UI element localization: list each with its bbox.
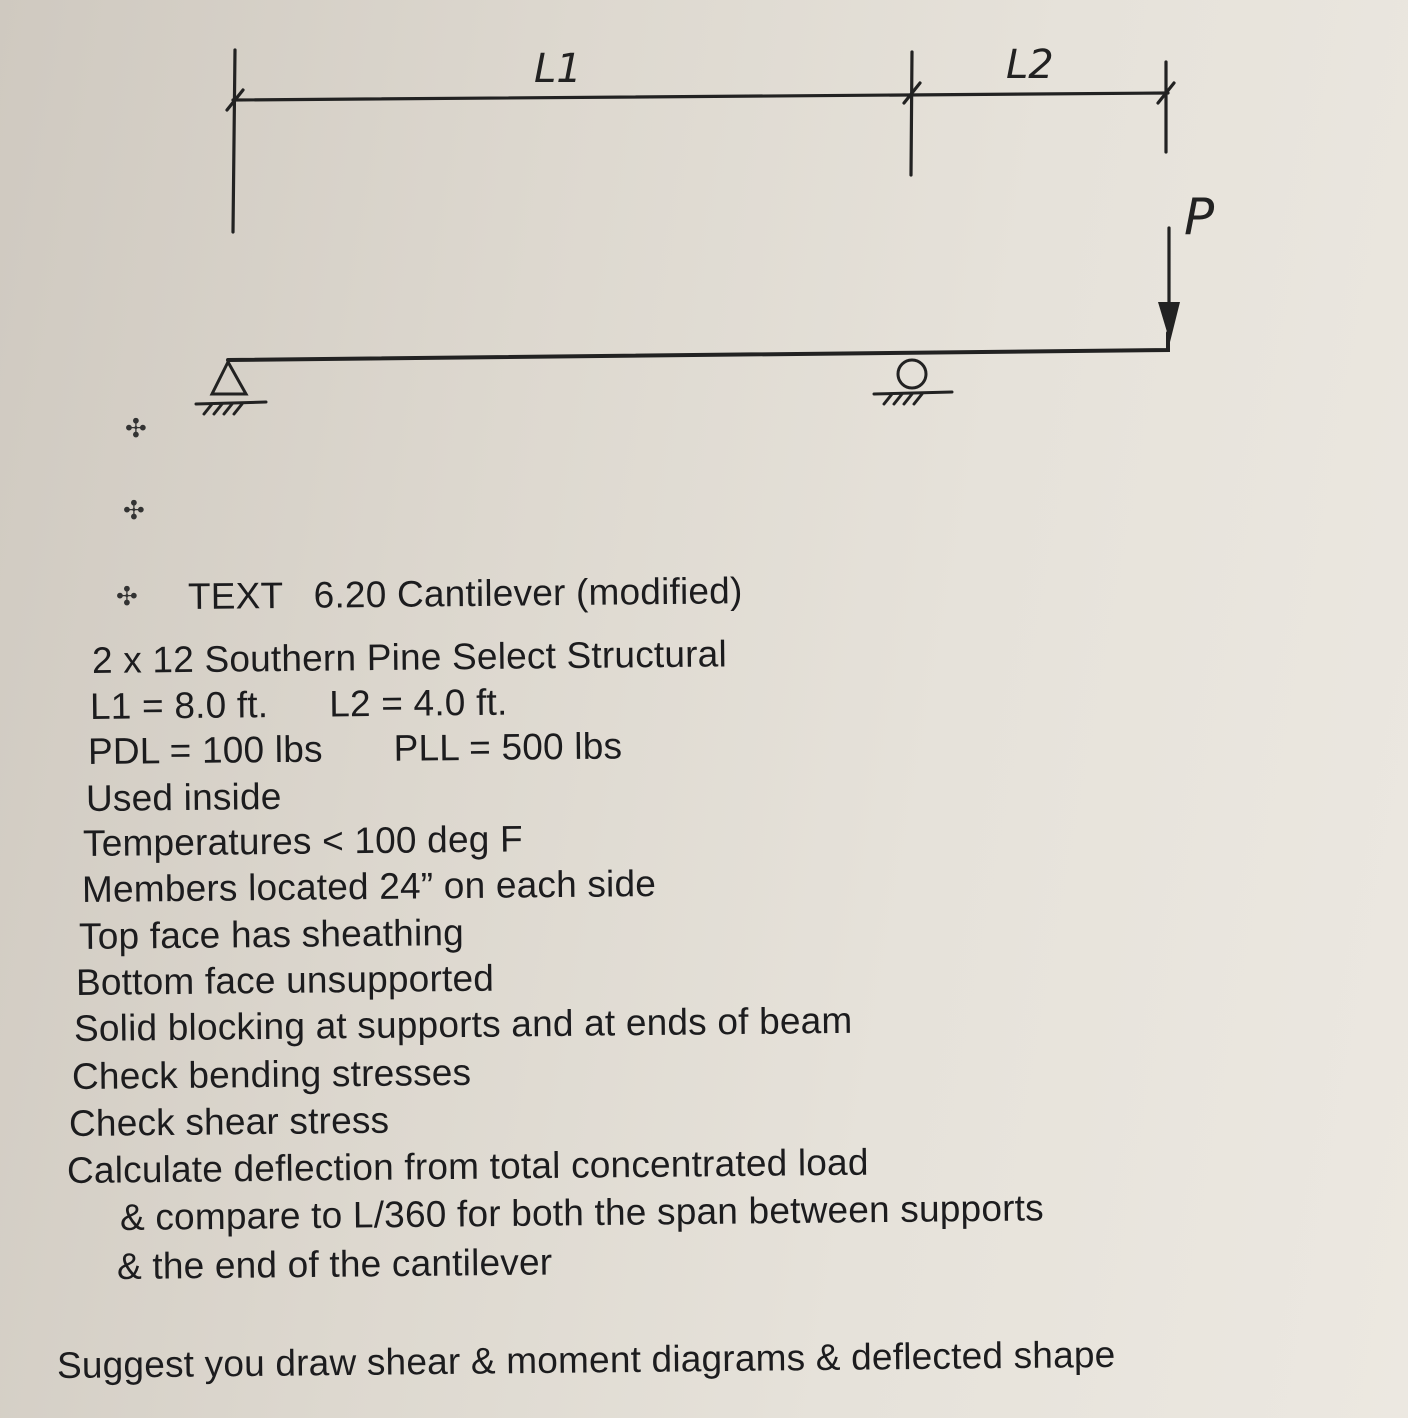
load-arrowhead: [1158, 302, 1180, 342]
beam-diagram: [0, 0, 1408, 560]
check-bending: Check bending stresses: [71, 1051, 472, 1097]
check-shear: Check shear stress: [68, 1099, 390, 1144]
l2-value: L2 = 4.0 ft.: [329, 681, 508, 725]
bullet-2: ✣: [123, 496, 145, 526]
members-located: Members located 24” on each side: [81, 862, 657, 910]
dim-extension-left: [233, 50, 235, 232]
bottom-face: Bottom face unsupported: [75, 957, 495, 1003]
calculate-deflection: Calculate deflection from total concentrated load: [66, 1141, 869, 1191]
l1-value: L1 = 8.0 ft.: [89, 684, 269, 727]
pin-support: [196, 362, 266, 414]
bullet-3: ✣: [116, 582, 138, 612]
text-word: TEXT: [187, 575, 283, 617]
dimension-l2-label: L2: [1006, 42, 1054, 88]
dim-extension-middle: [911, 52, 912, 175]
load-p-label: P: [1184, 188, 1215, 246]
solid-blocking: Solid blocking at supports and at ends of beam: [73, 999, 853, 1049]
pdl-value: PDL = 100 lbs: [87, 728, 323, 772]
bullet-1: ✣: [125, 414, 147, 444]
cantilever-end: & the end of the cantilever: [116, 1241, 553, 1287]
dimension-l1-label: L1: [534, 46, 582, 92]
compare-span: & compare to L/360 for both the span between supports: [119, 1187, 1045, 1238]
roller-support: [874, 360, 952, 404]
dimension-line: [233, 93, 1168, 100]
beam: [228, 333, 1168, 360]
pll-value: PLL = 500 lbs: [393, 725, 623, 769]
load-row: [88, 725, 623, 773]
problem-heading: [188, 570, 743, 618]
used-inside: Used inside: [85, 775, 282, 819]
suggestion: Suggest you draw shear & moment diagrams & deflected shape: [56, 1333, 1116, 1386]
member-spec: 2 x 12 Southern Pine Select Structural: [91, 633, 728, 681]
problem-title: 6.20 Cantilever (modified): [313, 570, 743, 616]
temperatures: Temperatures < 100 deg F: [82, 818, 523, 864]
length-row: [90, 682, 508, 728]
top-face: Top face has sheathing: [78, 911, 465, 957]
